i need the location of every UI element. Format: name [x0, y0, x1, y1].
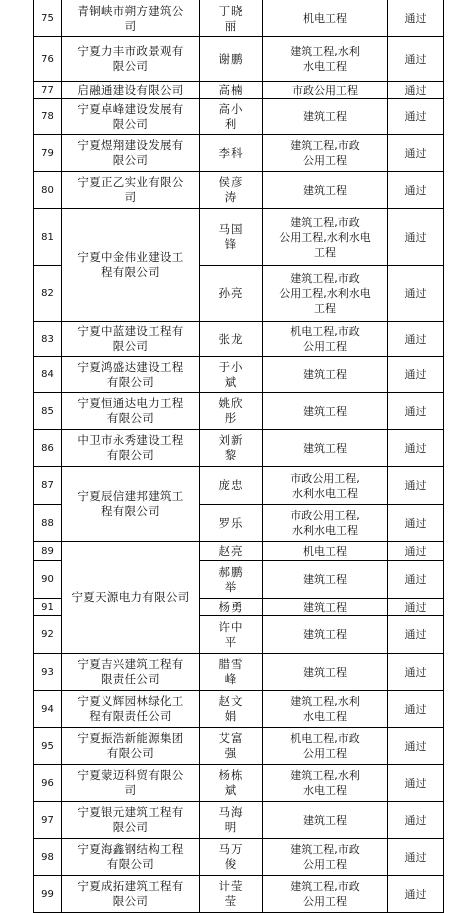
column-border	[443, 0, 444, 912]
company-name: 宁夏辰信建邦建筑工 程有限公司	[62, 467, 199, 541]
company-name: 宁夏义辉园林绿化工 程有限责任公司	[62, 691, 199, 727]
person-name: 赵文 娟	[200, 691, 262, 727]
company-name: 宁夏力丰市政景观有 限公司	[62, 37, 199, 81]
qualification: 机电工程,市政 公用工程	[263, 322, 387, 356]
person-name: 张龙	[200, 322, 262, 356]
row-number: 98	[34, 839, 61, 875]
row-number: 97	[34, 802, 61, 838]
row-number: 89	[34, 542, 61, 560]
qualification: 建筑工程,水利 水电工程	[263, 691, 387, 727]
review-result: 通过	[388, 266, 443, 321]
review-result: 通过	[388, 616, 443, 653]
company-name: 宁夏成拓建筑工程有 限公司	[62, 876, 199, 912]
review-result: 通过	[388, 99, 443, 134]
review-result: 通过	[388, 839, 443, 875]
qualification: 建筑工程	[263, 393, 387, 429]
review-result: 通过	[388, 802, 443, 838]
row-number: 96	[34, 765, 61, 801]
review-result: 通过	[388, 765, 443, 801]
person-name: 侯彦 涛	[200, 172, 262, 208]
qualification: 建筑工程,市政 公用工程	[263, 839, 387, 875]
person-name: 腊雪 峰	[200, 654, 262, 690]
qualification: 建筑工程,市政 公用工程	[263, 876, 387, 912]
row-number: 86	[34, 430, 61, 466]
company-name: 宁夏蒙迈科贸有限公 司	[62, 765, 199, 801]
person-name: 谢鹏	[200, 37, 262, 81]
qualification: 建筑工程	[263, 802, 387, 838]
qualification: 建筑工程	[263, 430, 387, 466]
row-number: 91	[34, 599, 61, 615]
qualification: 建筑工程	[263, 654, 387, 690]
row-number: 81	[34, 209, 61, 265]
row-number: 93	[34, 654, 61, 690]
row-number: 79	[34, 135, 61, 171]
qualification: 建筑工程,市政 公用工程	[263, 135, 387, 171]
person-name: 马海 明	[200, 802, 262, 838]
review-result: 通过	[388, 135, 443, 171]
qualification: 建筑工程	[263, 599, 387, 615]
qualification: 建筑工程	[263, 99, 387, 134]
review-result: 通过	[388, 430, 443, 466]
review-result: 通过	[388, 599, 443, 615]
qualification: 建筑工程	[263, 172, 387, 208]
person-name: 庞忠	[200, 467, 262, 504]
row-number: 83	[34, 322, 61, 356]
row-number: 75	[34, 1, 61, 36]
qualification: 建筑工程	[263, 616, 387, 653]
review-result: 通过	[388, 357, 443, 392]
row-number: 82	[34, 266, 61, 321]
qualification: 市政公用工程, 水利水电工程	[263, 505, 387, 541]
review-result: 通过	[388, 82, 443, 98]
row-number: 90	[34, 561, 61, 598]
company-name: 宁夏煜翔建设发展有 限公司	[62, 135, 199, 171]
company-name: 宁夏恒通达电力工程 有限公司	[62, 393, 199, 429]
qualification: 建筑工程,市政 公用工程,水利水电 工程	[263, 266, 387, 321]
qualification: 建筑工程,水利 水电工程	[263, 765, 387, 801]
company-name: 宁夏银元建筑工程有 限公司	[62, 802, 199, 838]
qualification: 建筑工程	[263, 561, 387, 598]
person-name: 高楠	[200, 82, 262, 98]
review-result: 通过	[388, 467, 443, 504]
row-number: 85	[34, 393, 61, 429]
row-number: 92	[34, 616, 61, 653]
person-name: 孙亮	[200, 266, 262, 321]
review-result: 通过	[388, 37, 443, 81]
review-result: 通过	[388, 728, 443, 764]
company-name: 青铜峡市朔方建筑公 司	[62, 1, 199, 36]
person-name: 丁晓 丽	[200, 1, 262, 36]
qualification: 市政公用工程	[263, 82, 387, 98]
row-number: 87	[34, 467, 61, 504]
person-name: 高小 利	[200, 99, 262, 134]
review-result: 通过	[388, 561, 443, 598]
company-name: 宁夏海鑫钢结构工程 有限公司	[62, 839, 199, 875]
qualification: 机电工程,市政 公用工程	[263, 728, 387, 764]
company-name: 宁夏卓峰建设发展有 限公司	[62, 99, 199, 134]
company-name: 宁夏中金伟业建设工 程有限公司	[62, 209, 199, 321]
qualification: 建筑工程	[263, 357, 387, 392]
person-name: 赵亮	[200, 542, 262, 560]
row-number: 84	[34, 357, 61, 392]
person-name: 马万 俊	[200, 839, 262, 875]
row-number: 99	[34, 876, 61, 912]
person-name: 许中 平	[200, 616, 262, 653]
row-number: 95	[34, 728, 61, 764]
qualification: 机电工程	[263, 542, 387, 560]
company-name: 宁夏振浩新能源集团 有限公司	[62, 728, 199, 764]
review-result: 通过	[388, 172, 443, 208]
company-name: 宁夏吉兴建筑工程有 限责任公司	[62, 654, 199, 690]
row-number: 76	[34, 37, 61, 81]
review-result: 通过	[388, 505, 443, 541]
qualification: 建筑工程,水利 水电工程	[263, 37, 387, 81]
qualification: 市政公用工程, 水利水电工程	[263, 467, 387, 504]
person-name: 于小 斌	[200, 357, 262, 392]
company-name: 启融通建设有限公司	[62, 82, 199, 98]
person-name: 郝鹏 举	[200, 561, 262, 598]
person-name: 计莹 莹	[200, 876, 262, 912]
company-name: 宁夏天源电力有限公司	[62, 542, 199, 653]
qualification: 机电工程	[263, 1, 387, 36]
review-result: 通过	[388, 876, 443, 912]
review-result: 通过	[388, 542, 443, 560]
review-result: 通过	[388, 654, 443, 690]
review-result: 通过	[388, 393, 443, 429]
person-name: 艾富 强	[200, 728, 262, 764]
row-number: 94	[34, 691, 61, 727]
company-name: 宁夏正乙实业有限公 司	[62, 172, 199, 208]
row-number: 77	[34, 82, 61, 98]
person-name: 马国 锋	[200, 209, 262, 265]
review-result: 通过	[388, 322, 443, 356]
row-number: 78	[34, 99, 61, 134]
person-name: 杨勇	[200, 599, 262, 615]
company-name: 宁夏鸿盛达建设工程 有限公司	[62, 357, 199, 392]
person-name: 罗乐	[200, 505, 262, 541]
person-name: 杨栋 斌	[200, 765, 262, 801]
person-name: 姚欣 彤	[200, 393, 262, 429]
qualification: 建筑工程,市政 公用工程,水利水电 工程	[263, 209, 387, 265]
company-name: 中卫市永秀建设工程 有限公司	[62, 430, 199, 466]
person-name: 李科	[200, 135, 262, 171]
row-number: 80	[34, 172, 61, 208]
review-result: 通过	[388, 691, 443, 727]
person-name: 刘新 黎	[200, 430, 262, 466]
row-number: 88	[34, 505, 61, 541]
review-result: 通过	[388, 1, 443, 36]
review-result: 通过	[388, 209, 443, 265]
company-name: 宁夏中蓝建设工程有 限公司	[62, 322, 199, 356]
